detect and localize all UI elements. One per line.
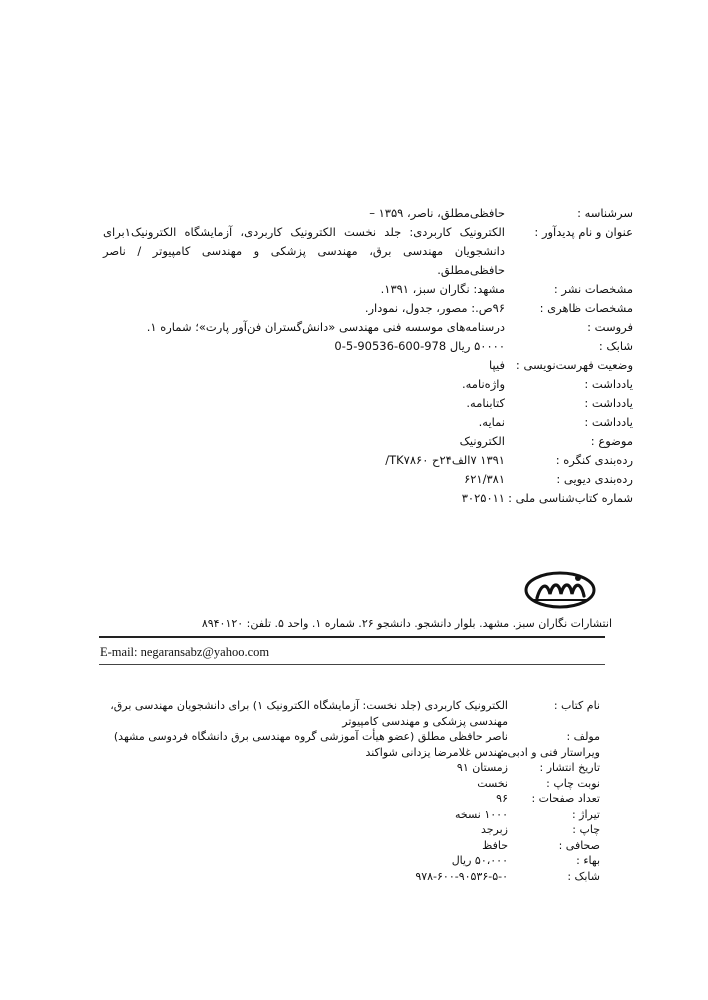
- cip-label: فروست :: [587, 320, 633, 334]
- detail-row-isbn: [80, 869, 600, 885]
- detail-label: مولف :: [566, 730, 600, 743]
- cip-row-national-number: [103, 489, 633, 508]
- publisher-logo-icon: [523, 570, 597, 610]
- publisher-email: E-mail: negaransabz@yahoo.com: [100, 645, 270, 659]
- cip-row-title: [103, 223, 633, 280]
- cip-label: شماره کتاب‌شناسی ملی :: [508, 491, 633, 505]
- detail-row-binding: [80, 838, 600, 854]
- cip-label: یادداشت :: [584, 396, 633, 410]
- cip-row-note: [103, 375, 633, 394]
- cip-value: ۶۲۱/۳۸۱: [464, 472, 505, 486]
- cip-row-dewey: [103, 470, 633, 489]
- cip-label: یادداشت :: [584, 377, 633, 391]
- cip-label: وضعیت فهرست‌نویسی :: [515, 358, 633, 372]
- cip-label: موضوع :: [590, 434, 633, 448]
- cip-label: رده‌بندی دیویی :: [556, 472, 633, 486]
- detail-label: تاریخ انتشار :: [539, 761, 600, 774]
- cip-value: ۳۰۲۵۰۱۱: [461, 491, 505, 505]
- cip-label: رده‌بندی کنگره :: [555, 453, 633, 467]
- divider: [99, 664, 605, 665]
- publisher-address: انتشارات نگاران سبز. مشهد. بلوار دانشجو. دانشجو ۲۶. شماره ۱. واحد ۵. تلفن: ۸۹۴۰۱۲۰: [201, 617, 612, 630]
- detail-row-print-run: [80, 807, 600, 823]
- cip-value: ۵۰۰۰۰ ریال 978-600-90536-5-0: [334, 339, 505, 353]
- cip-label: مشخصات نشر :: [553, 282, 633, 296]
- detail-row-author: [80, 729, 600, 745]
- detail-value: زبرجد: [480, 823, 508, 836]
- detail-label: تعداد صفحات :: [531, 792, 600, 805]
- cip-value: مشهد: نگاران سبز، ۱۳۹۱.: [380, 282, 505, 296]
- detail-label: صحافی :: [558, 838, 600, 852]
- cip-row-status: [103, 356, 633, 375]
- cip-value: حافظی‌مطلق، ناصر، ۱۳۵۹ –: [369, 206, 505, 220]
- detail-row-date: [80, 760, 600, 776]
- detail-row-edition: [80, 776, 600, 792]
- detail-row-pages: [80, 791, 600, 807]
- cip-row-main-entry: [103, 204, 633, 223]
- detail-label: بهاء :: [576, 854, 600, 867]
- cip-value: کتابنامه.: [466, 396, 505, 410]
- cip-value: فیپا: [489, 358, 505, 372]
- cip-label: سرشناسه :: [577, 206, 633, 220]
- cip-label: عنوان و نام پدیدآور :: [534, 225, 633, 239]
- detail-value: مهندس غلامرضا یزدانی شواکند: [365, 745, 508, 759]
- detail-value: حافظ: [482, 838, 508, 852]
- cip-row-lc-class: [103, 451, 633, 470]
- cip-label: شابک :: [598, 339, 633, 353]
- detail-value: زمستان ۹۱: [456, 761, 508, 774]
- detail-value: ۹۶: [496, 792, 508, 805]
- cip-row-note: [103, 413, 633, 432]
- divider: [99, 636, 605, 638]
- detail-row-title: [80, 698, 600, 729]
- cip-value: الکترونیک کاربردی: جلد نخست الکترونیک کاربردی، آزمایشگاه الکترونیک۱برای دانشجویان مهندسی برق، مهندسی پزشکی و مهندسی کامپیوتر / ناصر حافظی‌مطلق.: [103, 225, 505, 277]
- cip-row-series: [103, 318, 633, 337]
- cip-row-note: [103, 394, 633, 413]
- detail-row-printer: [80, 822, 600, 838]
- cip-label: مشخصات ظاهری :: [539, 301, 633, 315]
- detail-value: ۵۰،۰۰۰ ریال: [451, 854, 508, 867]
- cip-row-publication: [103, 280, 633, 299]
- detail-label: ویراستار فنی و ادبی :: [500, 745, 600, 759]
- detail-label: نام کتاب :: [553, 699, 600, 712]
- detail-row-price: [80, 853, 600, 869]
- cip-row-isbn: [103, 337, 633, 356]
- detail-value: الکترونیک کاربردی (جلد نخست: آزمایشگاه الکترونیک ۱) برای دانشجویان مهندسی برق، مهندسی پزشکی و مهندسی کامپیوتر: [110, 699, 508, 728]
- cip-row-subject: [103, 432, 633, 451]
- cip-value: درسنامه‌های موسسه فنی مهندسی «دانش‌گستران فن‌آور پارت»؛ شماره ۱.: [146, 320, 505, 334]
- cip-value: ۱۳۹۱ ۷الف۲۴ح TK۷۸۶۰/: [385, 453, 505, 467]
- cip-value: ۹۶ص.: مصور، جدول، نمودار.: [364, 301, 505, 315]
- detail-label: چاپ :: [572, 823, 600, 836]
- detail-row-editor: [80, 745, 600, 761]
- detail-value: ناصر حافظی مطلق (عضو هیأت آموزشی گروه مهندسی برق دانشگاه فردوسی مشهد): [113, 730, 508, 743]
- cip-label: یادداشت :: [584, 415, 633, 429]
- detail-value: نخست: [477, 776, 508, 790]
- detail-value: ۹۷۸-۶۰۰-۹۰۵۳۶-۵-۰: [415, 869, 508, 883]
- cip-value: الکترونیک: [459, 434, 505, 448]
- detail-label: شابک :: [567, 869, 600, 883]
- detail-label: تیراژ :: [571, 807, 600, 821]
- cataloging-in-publication: [103, 204, 633, 508]
- cip-value: واژه‌نامه.: [461, 377, 505, 391]
- book-details: [80, 698, 600, 884]
- detail-label: نوبت چاپ :: [546, 776, 600, 790]
- cip-value: نمایه.: [478, 415, 505, 429]
- detail-value: ۱۰۰۰ نسخه: [454, 807, 508, 821]
- cip-row-physical: [103, 299, 633, 318]
